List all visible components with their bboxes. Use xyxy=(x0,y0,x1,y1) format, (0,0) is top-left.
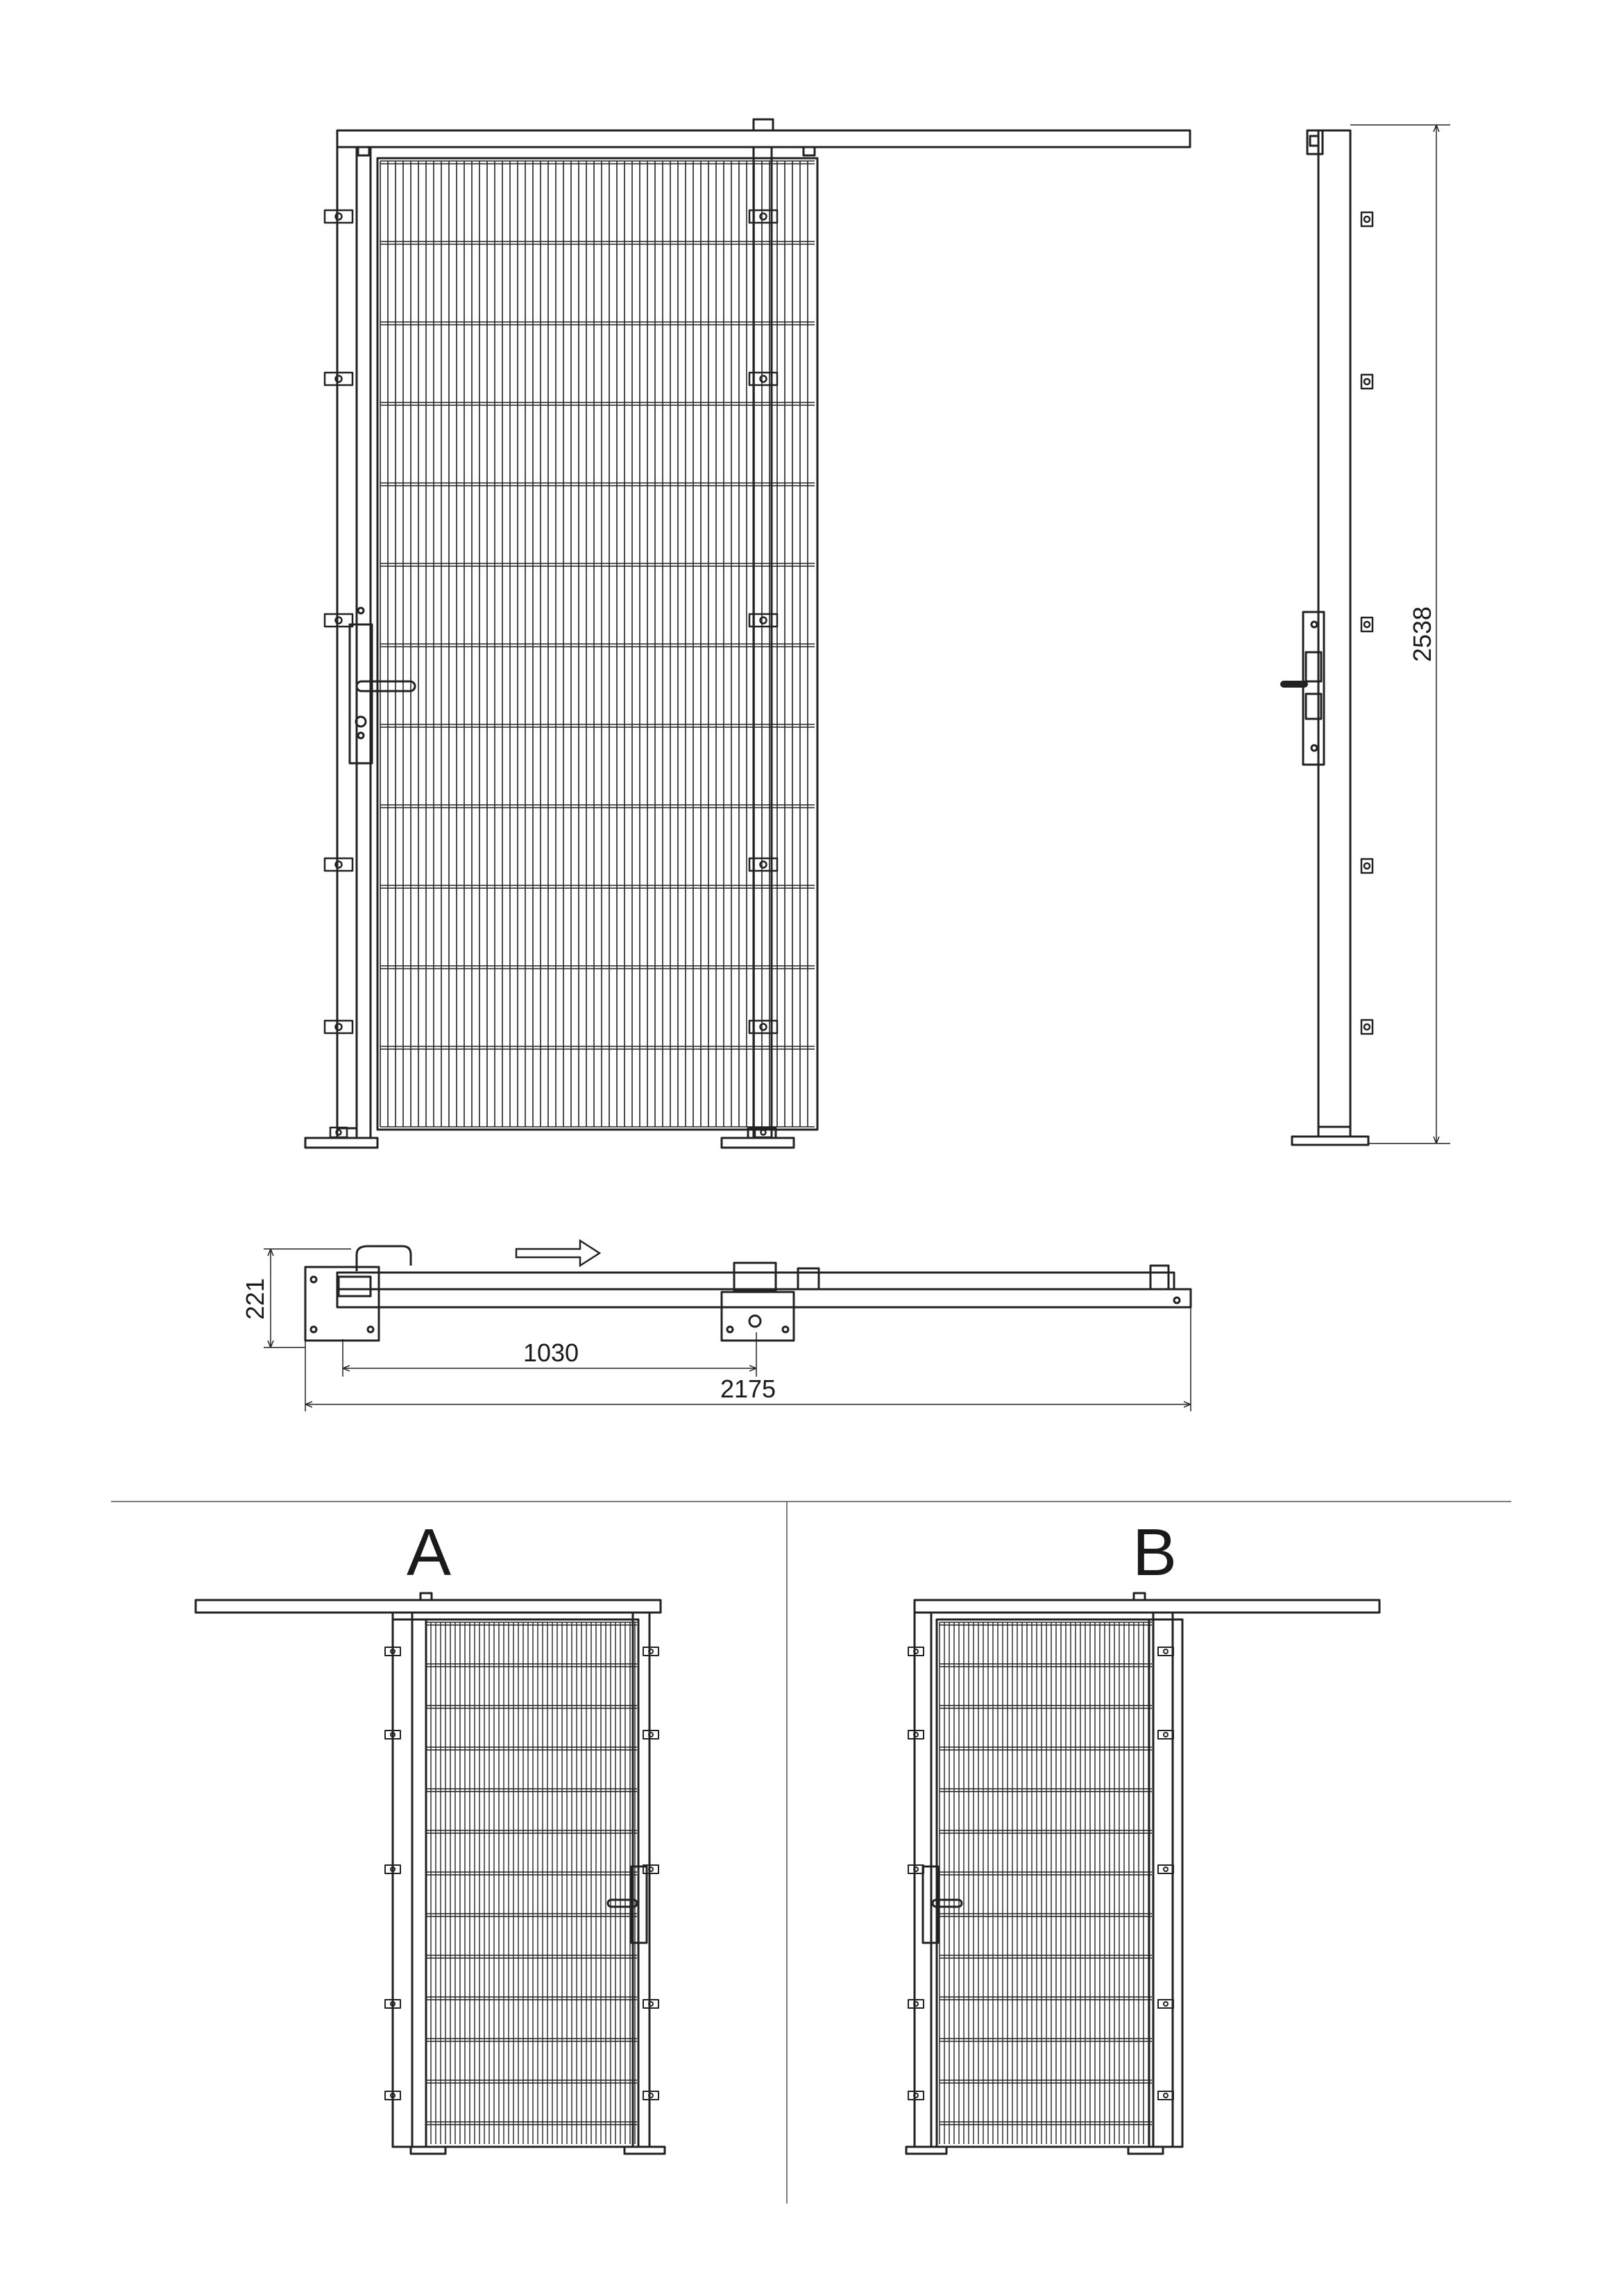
arrow-right-icon xyxy=(516,1241,600,1266)
plan-bolt-1 xyxy=(311,1277,316,1282)
clamp-left-foot-bolt xyxy=(337,1130,341,1135)
plan-end-stop xyxy=(1150,1266,1169,1289)
plan-roller-block-left xyxy=(339,1277,371,1296)
a-foot-right xyxy=(624,2147,665,2154)
door-handle xyxy=(357,681,415,691)
clamp-left xyxy=(325,614,352,627)
height-dimension-label: 2538 xyxy=(1408,606,1436,663)
b-clamp-left xyxy=(908,1865,924,1873)
a-clamp-right-bolt xyxy=(649,2093,653,2098)
side-head-inner xyxy=(1310,136,1318,146)
a-left-stile xyxy=(393,1613,412,2147)
side-clamp-bolt xyxy=(1364,622,1370,627)
a-mesh-bars xyxy=(426,1622,637,2144)
clamp-left xyxy=(325,858,352,871)
plan-view xyxy=(305,1246,1191,1341)
b-clamp-right xyxy=(1158,1647,1173,1656)
side-elevation-view xyxy=(1284,130,1373,1145)
side-foot-base xyxy=(1318,1127,1350,1137)
right-stile xyxy=(754,147,772,1138)
a-clamp-right-bolt xyxy=(649,1733,653,1737)
foot-right xyxy=(722,1138,794,1148)
lock-plate xyxy=(350,624,372,763)
side-clamp xyxy=(1361,618,1373,631)
b-clamp-right-bolt xyxy=(1164,2002,1168,2006)
front-mesh-bars xyxy=(380,161,815,1130)
b-clamp-left-bolt xyxy=(914,1733,918,1737)
side-clamp-bolt xyxy=(1364,216,1370,222)
b-clamp-right xyxy=(1158,2091,1173,2100)
lock-screw-bottom xyxy=(358,733,364,738)
front-clamps xyxy=(325,210,777,1137)
b-clamp-left xyxy=(908,2091,924,2100)
side-foot xyxy=(1292,1137,1368,1145)
variant-b-label: B xyxy=(1132,1515,1178,1590)
plan-bolt-3 xyxy=(368,1327,373,1332)
a-clamp-right-bolt xyxy=(649,2002,653,2006)
a-mesh-panel xyxy=(393,1619,638,2147)
side-clamp xyxy=(1361,859,1373,873)
variant-a-label: A xyxy=(406,1515,452,1590)
a-clamp-right xyxy=(643,1647,658,1656)
depth-dimension-label: 221 xyxy=(241,1277,269,1320)
plan-bolt-5 xyxy=(783,1327,788,1332)
b-clamp-right xyxy=(1158,1730,1173,1739)
b-mesh-bars xyxy=(940,1622,1152,2144)
plan-bolt-6 xyxy=(1174,1298,1180,1303)
roller-left xyxy=(358,147,369,155)
clamp-right-bolt xyxy=(760,1024,767,1030)
variant-b-view xyxy=(906,1593,1379,2154)
a-clamp-right xyxy=(643,1730,658,1739)
b-clamp-left-bolt xyxy=(914,2002,918,2006)
a-foot-left xyxy=(411,2147,445,2154)
clamp-left xyxy=(325,373,352,385)
overall-length-dimension-label: 2175 xyxy=(720,1375,776,1403)
roller-right xyxy=(804,147,815,155)
side-clamp xyxy=(1361,375,1373,389)
side-clamps xyxy=(1361,212,1373,1034)
a-top-rail xyxy=(196,1600,661,1613)
a-clamp-right-bolt xyxy=(649,1867,653,1871)
side-clamp-bolt xyxy=(1364,863,1370,869)
b-right-stile xyxy=(1153,1613,1173,2147)
b-foot-right xyxy=(1128,2147,1163,2154)
front-elevation-view xyxy=(305,119,1190,1148)
clamp-right-bolt xyxy=(760,376,767,382)
clamp-right-bolt xyxy=(760,862,767,868)
side-lock-screw-1 xyxy=(1311,622,1317,627)
a-clamp-right xyxy=(643,2000,658,2008)
clamp-right-bolt xyxy=(760,618,767,624)
plan-bolt-2 xyxy=(311,1327,316,1332)
b-clamp-left-bolt xyxy=(914,1649,918,1653)
a-rear-panel xyxy=(393,1619,426,2147)
b-top-rail xyxy=(915,1600,1379,1613)
clamp-right-bolt xyxy=(760,214,767,220)
opening-dimension-label: 1030 xyxy=(522,1338,579,1367)
b-clamp-right-bolt xyxy=(1164,1867,1168,1871)
b-clamp-left-bolt xyxy=(914,1867,918,1871)
plan-carriage xyxy=(734,1263,776,1291)
left-post xyxy=(337,147,357,1138)
side-lock-box xyxy=(1303,612,1324,765)
b-clamp-left xyxy=(908,1647,924,1656)
top-rail-cap xyxy=(754,119,773,130)
lock-screw-top xyxy=(358,608,364,613)
clamp-right-foot-bolt xyxy=(761,1130,766,1135)
b-clamp-right xyxy=(1158,1865,1173,1873)
plan-track xyxy=(337,1273,1174,1289)
b-clamp-left xyxy=(908,1730,924,1739)
side-clamp-bolt xyxy=(1364,1024,1370,1030)
side-clamp xyxy=(1361,212,1373,226)
b-foot-left xyxy=(906,2147,946,2154)
side-clamp xyxy=(1361,1020,1373,1034)
plan-pivot xyxy=(749,1316,760,1327)
b-rail-cap xyxy=(1134,1593,1145,1600)
a-clamp-right xyxy=(643,2091,658,2100)
b-clamp-right-bolt xyxy=(1164,2093,1168,2098)
b-clamp-left-bolt xyxy=(914,2093,918,2098)
b-clamp-left xyxy=(908,2000,924,2008)
top-rail xyxy=(337,130,1190,147)
plan-bolt-4 xyxy=(727,1327,733,1332)
b-clamp-right xyxy=(1158,2000,1173,2008)
foot-left xyxy=(305,1138,377,1148)
side-clamp-bolt xyxy=(1364,379,1370,384)
b-clamp-right-bolt xyxy=(1164,1733,1168,1737)
b-clamp-right-bolt xyxy=(1164,1649,1168,1653)
side-lock-screw-2 xyxy=(1311,745,1317,751)
clamp-left xyxy=(325,210,352,223)
variant-a-view xyxy=(196,1593,665,2154)
clamp-left xyxy=(325,1021,352,1033)
a-clamp-right-bolt xyxy=(649,1649,653,1653)
a-rail-cap xyxy=(420,1593,432,1600)
left-frame-stile xyxy=(357,147,371,1138)
